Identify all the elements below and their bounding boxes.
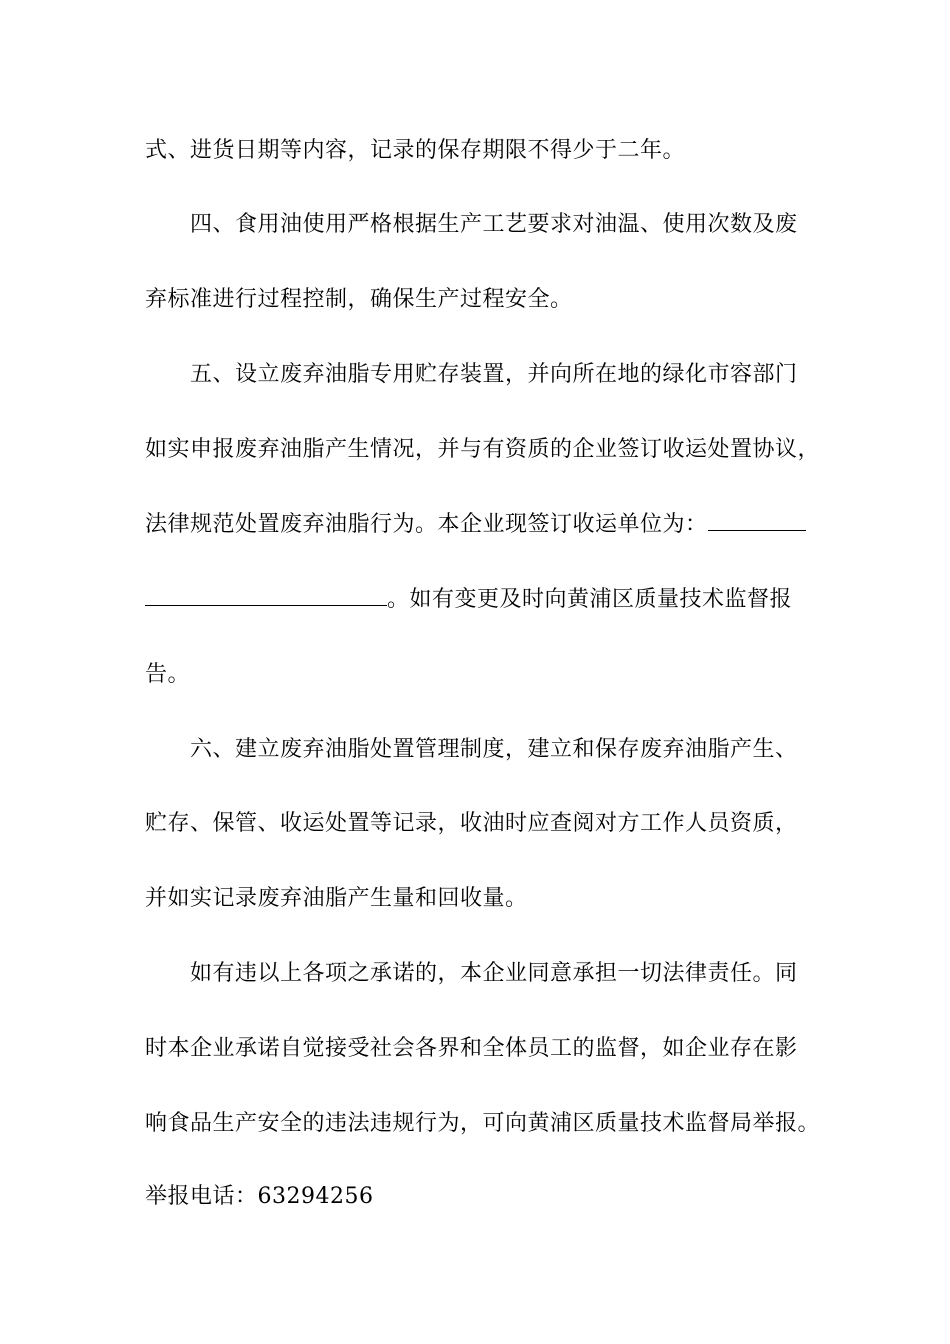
paragraph-commitment-start: 如有违以上各项之承诺的，本企业同意承担一切法律责任。同 [190, 961, 798, 986]
text-line: 贮存、保管、收运处置等记录，收油时应查阅对方工作人员资质， [145, 811, 798, 836]
text-segment: 法律规范处置废弃油脂行为。本企业现签订收运单位为： [145, 512, 708, 537]
text-line: 时本企业承诺自觉接受社会各界和全体员工的监督，如企业存在影 [145, 1036, 798, 1061]
blank-field [145, 585, 387, 606]
paragraph-six-start: 六、建立废弃油脂处置管理制度，建立和保存废弃油脂产生、 [190, 737, 798, 762]
text-line: 告。 [145, 662, 191, 687]
text-line-with-blank [145, 510, 825, 540]
report-phone: 举报电话：63294256 [145, 1184, 374, 1209]
paragraph-five-start: 五、设立废弃油脂专用贮存装置，并向所在地的绿化市容部门 [190, 362, 798, 387]
text-line: 如实申报废弃油脂产生情况，并与有资质的企业签订收运处置协议， [145, 437, 821, 462]
text-line: 式、进货日期等内容，记录的保存期限不得少于二年。 [145, 138, 686, 163]
text-line: 弃标准进行过程控制，确保生产过程安全。 [145, 287, 573, 312]
paragraph-four-start: 四、食用油使用严格根据生产工艺要求对油温、使用次数及废 [190, 212, 798, 237]
text-line-with-blank [145, 585, 825, 615]
text-line: 响食品生产安全的违法违规行为，可向黄浦区质量技术监督局举报。 [145, 1111, 821, 1136]
blank-field [708, 510, 806, 531]
text-segment: 。如有变更及时向黄浦区质量技术监督报 [387, 587, 793, 612]
text-line: 并如实记录废弃油脂产生量和回收量。 [145, 886, 528, 911]
